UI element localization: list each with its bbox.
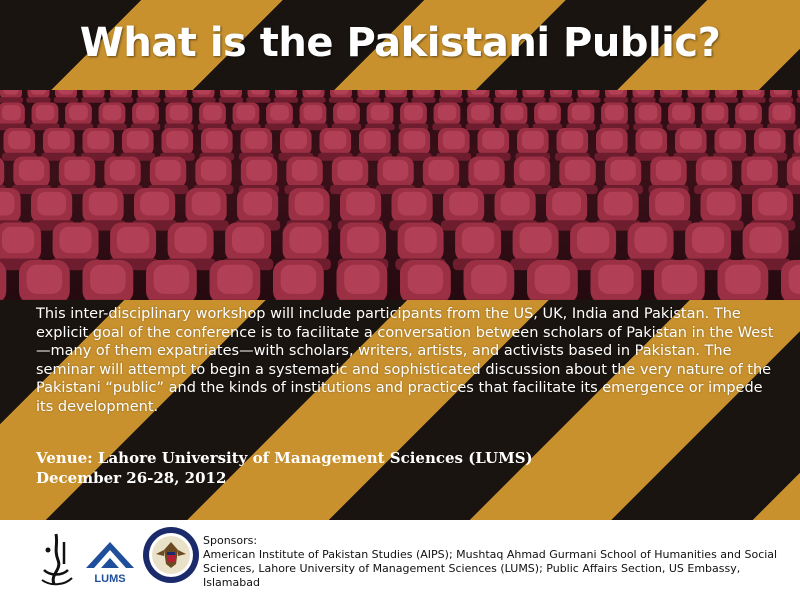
seat	[329, 90, 353, 103]
seat	[120, 128, 155, 161]
seat	[397, 128, 432, 161]
seat	[476, 128, 511, 161]
seat	[600, 103, 629, 131]
seat	[524, 260, 580, 300]
seat	[686, 90, 710, 103]
seat	[278, 128, 313, 161]
seat	[231, 103, 260, 131]
seat	[734, 103, 763, 131]
venue-text: Venue: Lahore University of Management Sciences (LUMS)	[36, 449, 533, 467]
seat	[466, 90, 490, 103]
seat	[439, 90, 463, 103]
seat	[2, 128, 37, 161]
seat	[54, 90, 78, 103]
seat	[792, 128, 800, 161]
seat	[80, 260, 136, 300]
seat	[207, 260, 263, 300]
seat	[318, 128, 353, 161]
seat	[633, 103, 662, 131]
seat	[164, 103, 193, 131]
seat	[769, 90, 793, 103]
seat	[461, 260, 517, 300]
seat	[533, 103, 562, 131]
seat	[659, 90, 683, 103]
seat	[651, 260, 707, 300]
seat	[0, 103, 26, 131]
seat	[566, 103, 595, 131]
sponsors-list: American Institute of Pakistan Studies (AIPS); Mushtaq Ahmad Gurmani School of Humanities and Social Sciences, Lahore University of Management Sciences (LUMS); Public Affairs Section, US Embassy, Islamabad	[203, 548, 778, 589]
seat	[265, 103, 294, 131]
seat	[667, 103, 696, 131]
seat	[384, 90, 408, 103]
seat	[270, 260, 326, 300]
seat	[634, 128, 669, 161]
seat	[715, 260, 771, 300]
seat	[741, 90, 765, 103]
seat	[436, 128, 471, 161]
seat	[97, 103, 126, 131]
workshop-description: This inter-disciplinary workshop will include participants from the US, UK, India and Pakistan. The explicit goal of the conference is to facilitate a conversation between scholars of Pakistan in the West—many of them expatriates—with scholars, writers, artists, and activists based in Pakistan. The seminar will attempt to begin a systematic and sophisticated discussion about the very nature of the Pakistani “public” and the kinds of institutions and practices that facilitate its emergence or impede its development.	[36, 306, 774, 415]
seat	[136, 90, 160, 103]
seat	[432, 103, 461, 131]
seat	[30, 103, 59, 131]
seat	[576, 90, 600, 103]
seat	[301, 90, 325, 103]
seat	[466, 103, 495, 131]
seat	[81, 128, 116, 161]
seat	[399, 103, 428, 131]
seat	[785, 157, 800, 195]
seat	[713, 128, 748, 161]
seat	[521, 90, 545, 103]
seat	[26, 90, 50, 103]
seat	[515, 128, 550, 161]
seat	[499, 103, 528, 131]
dates-text: December 26-28, 2012	[36, 469, 227, 487]
seat	[594, 128, 629, 161]
svg-text:LUMS: LUMS	[94, 573, 126, 585]
seat	[411, 90, 435, 103]
seat	[332, 103, 361, 131]
venue-block	[36, 448, 533, 488]
seat	[604, 90, 628, 103]
seat	[239, 128, 274, 161]
seat	[767, 103, 796, 131]
seat	[298, 103, 327, 131]
seat	[397, 260, 453, 300]
seat	[357, 128, 392, 161]
seat	[714, 90, 738, 103]
sponsors-heading: Sponsors:	[203, 534, 258, 547]
poster-title: What is the Pakistani Public?	[79, 20, 721, 66]
seat	[41, 128, 76, 161]
seat	[673, 128, 708, 161]
seat	[494, 90, 518, 103]
seat	[752, 128, 787, 161]
seat	[219, 90, 243, 103]
seat	[334, 260, 390, 300]
calligraphy-logo-icon	[36, 530, 76, 590]
seat	[588, 260, 644, 300]
seat	[191, 90, 215, 103]
seat	[131, 103, 160, 131]
seat	[160, 128, 195, 161]
seat	[246, 90, 270, 103]
seat	[365, 103, 394, 131]
seat	[631, 90, 655, 103]
seat	[796, 90, 800, 103]
seat	[555, 128, 590, 161]
seat	[109, 90, 133, 103]
seat	[81, 90, 105, 103]
seat	[0, 90, 23, 103]
seat	[16, 260, 72, 300]
seat	[198, 103, 227, 131]
lums-logo-icon	[82, 534, 138, 590]
seat	[64, 103, 93, 131]
seat	[549, 90, 573, 103]
seat	[700, 103, 729, 131]
us-embassy-seal-icon	[142, 526, 200, 584]
seat	[164, 90, 188, 103]
seat	[356, 90, 380, 103]
sponsors-footer	[0, 520, 800, 600]
seat	[199, 128, 234, 161]
seat	[143, 260, 199, 300]
seat	[274, 90, 298, 103]
auditorium-seats-image	[0, 90, 800, 300]
